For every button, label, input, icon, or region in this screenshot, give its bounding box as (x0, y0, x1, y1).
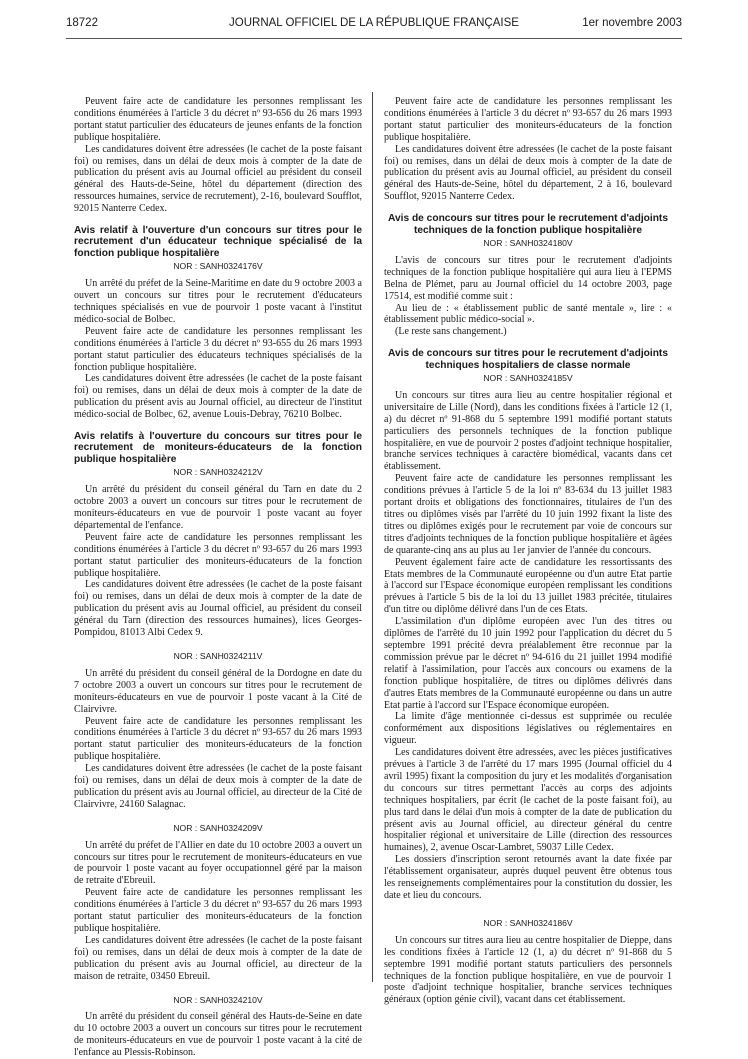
paragraph: Peuvent faire acte de candidature les personnes remplissant les conditions énumérées à l'article 3 du décret nº 93-657 du 26 mars 1993 portant statut particulier des moniteurs-éducateurs de la fonction publique hospitalière. (74, 887, 362, 934)
paragraph: Peuvent faire acte de candidature les personnes remplissant les conditions énumérées à l'article 3 du décret nº 93-656 du 26 mars 1993 portant statut particulier des éducateurs de jeunes enfants de la fonction publique hospitalière. (74, 96, 362, 143)
paragraph: Un concours sur titres aura lieu au centre hospitalier régional et universitaire de Lille (Nord), dans les conditions fixées à l'article 12 (1, a) du décret nº 91-868 du 5 septembre 1991 modifié portant statuts particuliers des personnels techniques de la fonction publique hospitalière, en vue de pourvoir 2 postes d'adjoint technique hospitalier, branche services techniques à caractère biomédical, vacants dans cet établissement. (384, 389, 672, 473)
nor-reference: NOR : SANH0324209V (173, 822, 263, 833)
issue-date: 1er novembre 2003 (582, 17, 682, 29)
nor-reference: NOR : SANH0324180V (483, 237, 573, 248)
paragraph: Un arrêté du président du conseil général de la Dordogne en date du 7 octobre 2003 a ouvert un concours sur titres pour le recrutement de moniteurs-éducateurs en vue de pourvoir 1 poste vacant à la Cité de Clairvivre. (74, 667, 362, 715)
paragraph: Un arrêté du préfet de l'Allier en date du 10 octobre 2003 a ouvert un concours sur titres pour le recrutement de moniteurs-éducateurs en vue de pourvoir 1 poste vacant au foyer occupationnel géré par la maison de retraite d'Ebreuil. (74, 839, 362, 887)
section-heading: Avis relatif à l'ouverture d'un concours sur titres pour le recrutement d'un éducateur technique spécialisé de la fonction publique hospitalière (74, 225, 362, 259)
paragraph: Les candidatures doivent être adressées (le cachet de la poste faisant foi) ou remises, dans un délai de deux mois à compter de la date de publication du présent avis au Journal officiel, au directeur de la Cité de Clairvivre, 24160 Salagnac. (74, 763, 362, 810)
paragraph: Un arrêté du préfet de la Seine-Maritime en date du 9 octobre 2003 a ouvert un concours sur titres pour le recrutement d'éducateurs techniques spécialisés en vue de pourvoir 1 poste vacant à l'institut médico-social de Bolbec. (74, 278, 362, 325)
paragraph: Peuvent également faire acte de candidature les ressortissants des Etats membres de la Communauté européenne ou d'un autre Etat partie à l'accord sur l'Espace économique européen remplissant les conditions prévues à l'article 5 bis de la loi du 13 juillet 1983 précitée, titulaires d'un titre ou diplôme délivré dans l'un de ces Etats. (384, 556, 672, 616)
paragraph: L'avis de concours sur titres pour le recrutement d'adjoints techniques de la fonction publique hospitalière qui aura lieu à l'EPMS Belna de Plémet, paru au Journal officiel du 14 octobre 2003, page 17514, est modifié comme suit : (384, 254, 672, 302)
paragraph: Peuvent faire acte de candidature les personnes remplissant les conditions énumérées à l'article 3 du décret nº 93-657 du 26 mars 1993 portant statut particulier des moniteurs-éducateurs de la fonction publique hospitalière. (74, 715, 362, 763)
page-number: 18722 (66, 17, 98, 29)
right-column (384, 96, 672, 1006)
paragraph: Un concours sur titres aura lieu au centre hospitalier de Dieppe, dans les conditions fixées à l'article 12 (1, a) du décret nº 91-868 du 5 septembre 1991 modifié portant statuts particuliers des personnels techniques de la fonction publique hospitalière, en vue de pourvoir 1 poste d'adjoint technique hospitalier, branche services techniques généraux (option génie civil), vacant dans cet établissement. (384, 934, 672, 1006)
left-column (74, 96, 362, 1059)
paragraph: Les candidatures doivent être adressées (le cachet de la poste faisant foi) ou remises, dans un délai de deux mois à compter de la date de publication du présent avis au Journal officiel au président du conseil général des Hauts-de-Seine, hôtel du département (direction des ressources humaines, service de recrutement), 2-16, boulevard Soufflot, 92015 Nanterre Cedex. (74, 143, 362, 215)
nor-reference: NOR : SANH0324186V (483, 917, 573, 928)
paragraph: (Le reste sans changement.) (395, 326, 507, 338)
paragraph: Au lieu de : « établissement public de santé mentale », lire : « établissement public médico-social ». (384, 302, 672, 326)
paragraph: Peuvent faire acte de candidature les personnes remplissant les conditions prévues à l'article 5 de la loi nº 83-634 du 13 juillet 1983 portant droits et obligations des fonctionnaires, titulaires de l'un des titres ou diplômes visés par l'arrêté du 10 juin 1992 fixant la liste des titres ou diplômes exigés pour le recrutement par voie de concours sur titres d'adjoints techniques de la fonction publique hospitalière et âgées de quarante-cinq ans au plus au 1er janvier de l'année du concours. (384, 473, 672, 556)
column-divider (372, 92, 373, 982)
paragraph: Les dossiers d'inscription seront retournés avant la date fixée par l'établissement organisateur, auprès duquel peuvent être obtenus tous les renseignements complémentaires pour la constitution du dossier, les date et lieu du concours. (384, 854, 672, 901)
nor-reference: NOR : SANH0324185V (483, 373, 573, 384)
header-rule (66, 38, 682, 39)
nor-reference: NOR : SANH0324176V (173, 261, 263, 272)
paragraph: Peuvent faire acte de candidature les personnes remplissant les conditions énumérées à l'article 3 du décret nº 93-657 du 26 mars 1993 portant statut particulier des moniteurs-éducateurs de la fonction publique hospitalière. (74, 531, 362, 579)
paragraph: Les candidatures doivent être adressées (le cachet de la poste faisant foi) ou remises, dans un délai de deux mois à compter de la date de publication du présent avis au Journal officiel, au président du conseil général des Hauts-de-Seine, hôtel du département, 2 à 16, boulevard Soufflot, 92015 Nanterre Cedex. (384, 143, 672, 203)
paragraph: Un arrêté du président du conseil général du Tarn en date du 2 octobre 2003 a ouvert un concours sur titres pour le recrutement de moniteurs-éducateurs en vue de pourvoir 1 poste vacant au foyer départemental de l'enfance. (74, 484, 362, 531)
nor-reference: NOR : SANH0324212V (173, 467, 263, 478)
paragraph: Peuvent faire acte de candidature les personnes remplissant les conditions énumérées à l'article 3 du décret nº 93-657 du 26 mars 1993 portant statut particulier des moniteurs-éducateurs de la fonction publique hospitalière. (384, 96, 672, 143)
paragraph: L'assimilation d'un diplôme européen avec l'un des titres ou diplômes de l'arrêté du 10 juin 1992 pour l'application du décret du 5 septembre 1991 précité devra préalablement être reconnue par la commission prévue par le décret nº 94-616 du 21 juillet 1994 modifié relatif à l'assimilation, pour l'accès aux concours ou examens de la fonction publique hospitalière, de titres ou diplômes délivrés dans d'autres Etats membres de la Communauté européenne ou dans un autre Etat partie à l'accord sur l'Espace économique européen. (384, 616, 672, 711)
nor-reference: NOR : SANH0324211V (173, 650, 263, 661)
paragraph: Les candidatures doivent être adressées (le cachet de la poste faisant foi) ou remises, dans un délai de deux mois à compter de la date de publication du présent avis au Journal officiel, au directeur de la maison de retraite, 03450 Ebreuil. (74, 934, 362, 982)
section-heading: Avis relatifs à l'ouverture du concours sur titres pour le recrutement de moniteurs-éducateurs de la fonction publique hospitalière (74, 431, 362, 465)
paragraph: Un arrêté du président du conseil général des Hauts-de-Seine en date du 10 octobre 2003 a ouvert un concours sur titres pour le recrutement de moniteurs-éducateurs en vue de pourvoir 1 poste vacant à la cité de l'enfance au Plessis-Robinson. (74, 1011, 362, 1059)
section-heading: Avis de concours sur titres pour le recrutement d'adjoints techniques de la fonction publique hospitalière (387, 213, 668, 236)
paragraph: Les candidatures doivent être adressées (le cachet de la poste faisant foi) ou remises, dans un délai de deux mois à compter de la date de publication du présent avis au Journal officiel, au directeur de l'institut médico-social de Bolbec, 62, avenue Louis-Debray, 76210 Bolbec. (74, 373, 362, 421)
paragraph: Les candidatures doivent être adressées, avec les pièces justificatives prévues à l'article 3 de l'arrêté du 17 mars 1995 (Journal officiel du 4 avril 1995) fixant la composition du jury et les modalités d'organisation du concours sur titres permettant l'accès au corps des adjoints techniques hospitaliers, par écrit (le cachet de la poste faisant foi), au plus tard dans le délai d'un mois à compter de la date de publication du présent avis au Journal officiel, au directeur général du centre hospitalier régional et universitaire de Lille (direction des ressources humaines), 2, avenue Oscar-Lambret, 59037 Lille Cedex. (384, 747, 672, 854)
nor-reference: NOR : SANH0324210V (173, 994, 263, 1005)
paragraph: Les candidatures doivent être adressées (le cachet de la poste faisant foi) ou remises, dans un délai de deux mois à compter de la date de publication du présent avis au Journal officiel, au président du conseil général du Tarn (direction des ressources humaines), lices Georges-Pompidou, 81013 Albi Cedex 9. (74, 579, 362, 639)
journal-title: JOURNAL OFFICIEL DE LA RÉPUBLIQUE FRANÇAISE (229, 17, 519, 29)
paragraph: Peuvent faire acte de candidature les personnes remplissant les conditions énumérées à l'article 3 du décret nº 93-655 du 26 mars 1993 portant statut particulier des éducateurs techniques spécialisés de la fonction publique hospitalière. (74, 325, 362, 373)
paragraph: La limite d'âge mentionnée ci-dessus est supprimée ou reculée conformément aux dispositions législatives ou réglementaires en vigueur. (384, 711, 672, 747)
section-heading: Avis de concours sur titres pour le recrutement d'adjoints techniques hospitaliers de classe normale (387, 348, 668, 371)
page-header (66, 17, 682, 33)
